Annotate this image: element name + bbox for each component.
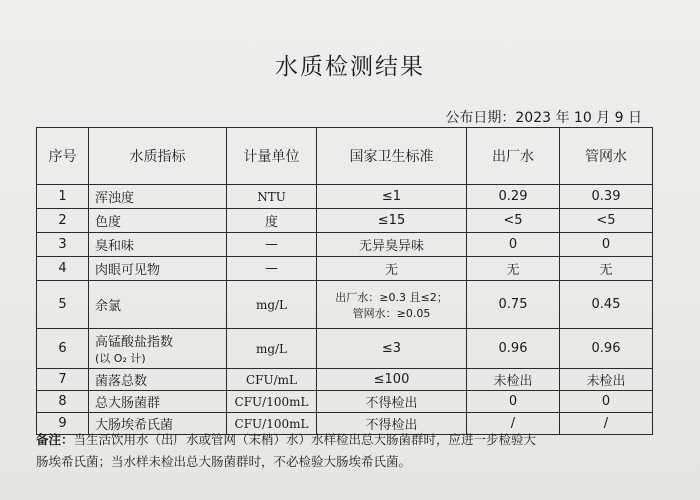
cell-no: 7 (37, 369, 89, 391)
table-row (37, 257, 653, 281)
table-row (37, 233, 653, 257)
cell-standard (317, 281, 467, 329)
cell-no: 1 (37, 185, 89, 209)
cell-standard: ≤3 (317, 329, 467, 369)
footnote-line-1 (36, 429, 666, 451)
cell-factory: 未检出 (467, 369, 560, 391)
cell-factory: 0.75 (467, 281, 560, 329)
water-quality-table (36, 127, 653, 435)
table-row (37, 329, 653, 369)
publish-date: 公布日期：2023 年 10 月 9 日 (445, 110, 642, 126)
cell-unit: CFU/100mL (227, 391, 317, 413)
table-row (37, 391, 653, 413)
header-standard: 国家卫生标准 (317, 128, 467, 185)
cell-unit: — (227, 257, 317, 281)
page-title: 水质检测结果 (275, 54, 425, 80)
cell-factory: <5 (467, 209, 560, 233)
cell-indicator: 余氯 (89, 281, 227, 329)
cell-factory: 0.29 (467, 185, 560, 209)
cell-factory: 0 (467, 233, 560, 257)
cell-indicator: 总大肠菌群 (89, 391, 227, 413)
cell-unit: 度 (227, 209, 317, 233)
cell-standard: ≤1 (317, 185, 467, 209)
cell-network: 0.96 (560, 329, 653, 369)
table-row (37, 185, 653, 209)
cell-network: / (560, 413, 653, 435)
cell-unit: NTU (227, 185, 317, 209)
cell-factory: / (467, 413, 560, 435)
cell-network: <5 (560, 209, 653, 233)
cell-network: 0.45 (560, 281, 653, 329)
cell-network: 0 (560, 233, 653, 257)
cell-no: 8 (37, 391, 89, 413)
cell-no: 6 (37, 329, 89, 369)
cell-unit: mg/L (227, 281, 317, 329)
cell-no: 2 (37, 209, 89, 233)
footnote-text-2: 肠埃希氏菌；当水样未检出总大肠菌群时，不必检验大肠埃希氏菌。 (36, 454, 412, 469)
footnote (36, 429, 666, 473)
table-row (37, 209, 653, 233)
cell-factory: 0.96 (467, 329, 560, 369)
cell-unit: — (227, 233, 317, 257)
table-row (37, 281, 653, 329)
cell-no: 4 (37, 257, 89, 281)
cell-standard: 无异臭异味 (317, 233, 467, 257)
indicator-subtitle: (以 O₂ 计) (95, 352, 146, 365)
standard-line-factory: 出厂水：≥0.3 且≤2； (335, 290, 448, 304)
cell-no: 3 (37, 233, 89, 257)
cell-standard: ≤100 (317, 369, 467, 391)
cell-factory: 0 (467, 391, 560, 413)
footnote-text-1: 当生活饮用水（出厂水或管网（末梢）水）水样检出总大肠菌群时，应进一步检验大 (73, 432, 537, 447)
cell-network: 未检出 (560, 369, 653, 391)
cell-network: 0 (560, 391, 653, 413)
cell-unit: CFU/100mL (227, 413, 317, 435)
cell-indicator: 臭和味 (89, 233, 227, 257)
cell-factory: 无 (467, 257, 560, 281)
table-row (37, 369, 653, 391)
cell-indicator (89, 329, 227, 369)
header-factory-water: 出厂水 (467, 128, 560, 185)
cell-indicator: 浑浊度 (89, 185, 227, 209)
cell-indicator: 菌落总数 (89, 369, 227, 391)
header-network-water: 管网水 (560, 128, 653, 185)
cell-standard: 不得检出 (317, 413, 467, 435)
cell-standard: 不得检出 (317, 391, 467, 413)
standard-line-network: 管网水：≥0.05 (352, 306, 431, 320)
cell-standard: ≤15 (317, 209, 467, 233)
cell-network: 0.39 (560, 185, 653, 209)
header-unit: 计量单位 (227, 128, 317, 185)
header-no: 序号 (37, 128, 89, 185)
cell-standard: 无 (317, 257, 467, 281)
cell-indicator: 肉眼可见物 (89, 257, 227, 281)
table-header-row (37, 128, 653, 185)
cell-no: 9 (37, 413, 89, 435)
cell-indicator: 大肠埃希氏菌 (89, 413, 227, 435)
cell-unit: mg/L (227, 329, 317, 369)
indicator-name: 高锰酸盐指数 (95, 335, 174, 350)
cell-network: 无 (560, 257, 653, 281)
cell-no: 5 (37, 281, 89, 329)
footnote-label: 备注： (36, 432, 74, 447)
header-indicator: 水质指标 (89, 128, 227, 185)
cell-unit: CFU/mL (227, 369, 317, 391)
cell-indicator: 色度 (89, 209, 227, 233)
